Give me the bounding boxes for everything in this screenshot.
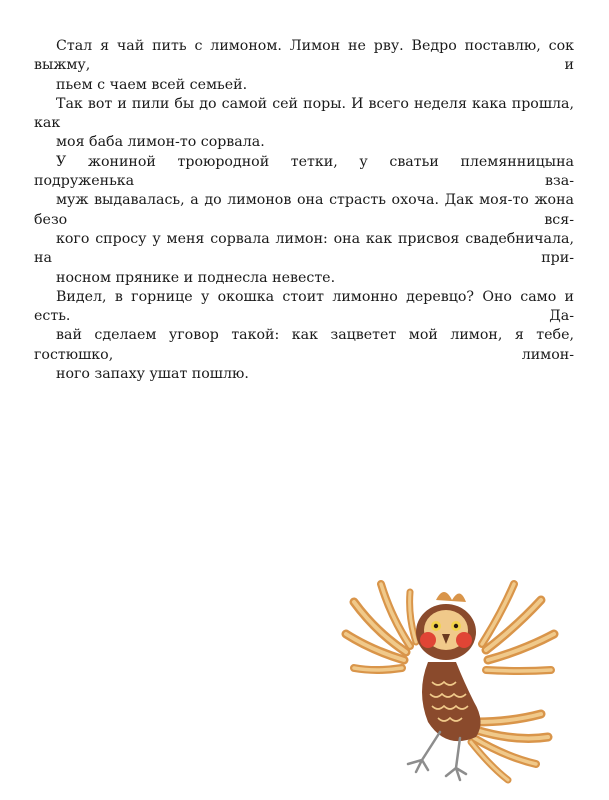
text-line: муж выдавалась, а до лимонов она страсть охоча. Дак моя-то жона безо вся- [34, 192, 574, 228]
text-line: кого спросу у меня сорвала лимон: она как присвоя свадебничала, на при- [34, 230, 574, 267]
bird-body [422, 662, 481, 741]
right-cheek [456, 632, 472, 648]
bird-head [416, 592, 476, 660]
text-line: моя баба лимон-то сорвала. [56, 134, 265, 151]
text-line: носном прянике и поднесла невесте. [56, 269, 336, 286]
text-line: вай сделаем уговор такой: как зацветет мой лимон, я тебе, гостюшко, лимон- [34, 327, 574, 363]
paragraph-3 [34, 153, 574, 288]
story-text [34, 37, 574, 384]
paragraph-1 [34, 37, 574, 95]
folk-bird-illustration [336, 572, 568, 792]
text-line: Видел, в горнице у окошка стоит лимонно деревцо? Оно само и есть. Да- [34, 288, 574, 325]
text-line: Стал я чай пить с лимоном. Лимон не рву. Ведро поставлю, сок выжму, и [34, 38, 574, 74]
left-cheek [420, 632, 436, 648]
paragraph-2 [34, 95, 574, 153]
text-line: ного запаху ушат пошлю. [56, 366, 249, 383]
left-wing [346, 584, 416, 670]
text-line: пьем с чаем всей семьей. [56, 76, 248, 93]
text-line: У жониной троюродной тетки, у сватьи племянницына подруженька вза- [34, 153, 574, 190]
paragraph-4 [34, 288, 574, 384]
right-wing [482, 584, 554, 671]
tail [471, 714, 548, 780]
text-line: Так вот и пили бы до самой сей поры. И всего неделя кака прошла, как [34, 95, 574, 132]
